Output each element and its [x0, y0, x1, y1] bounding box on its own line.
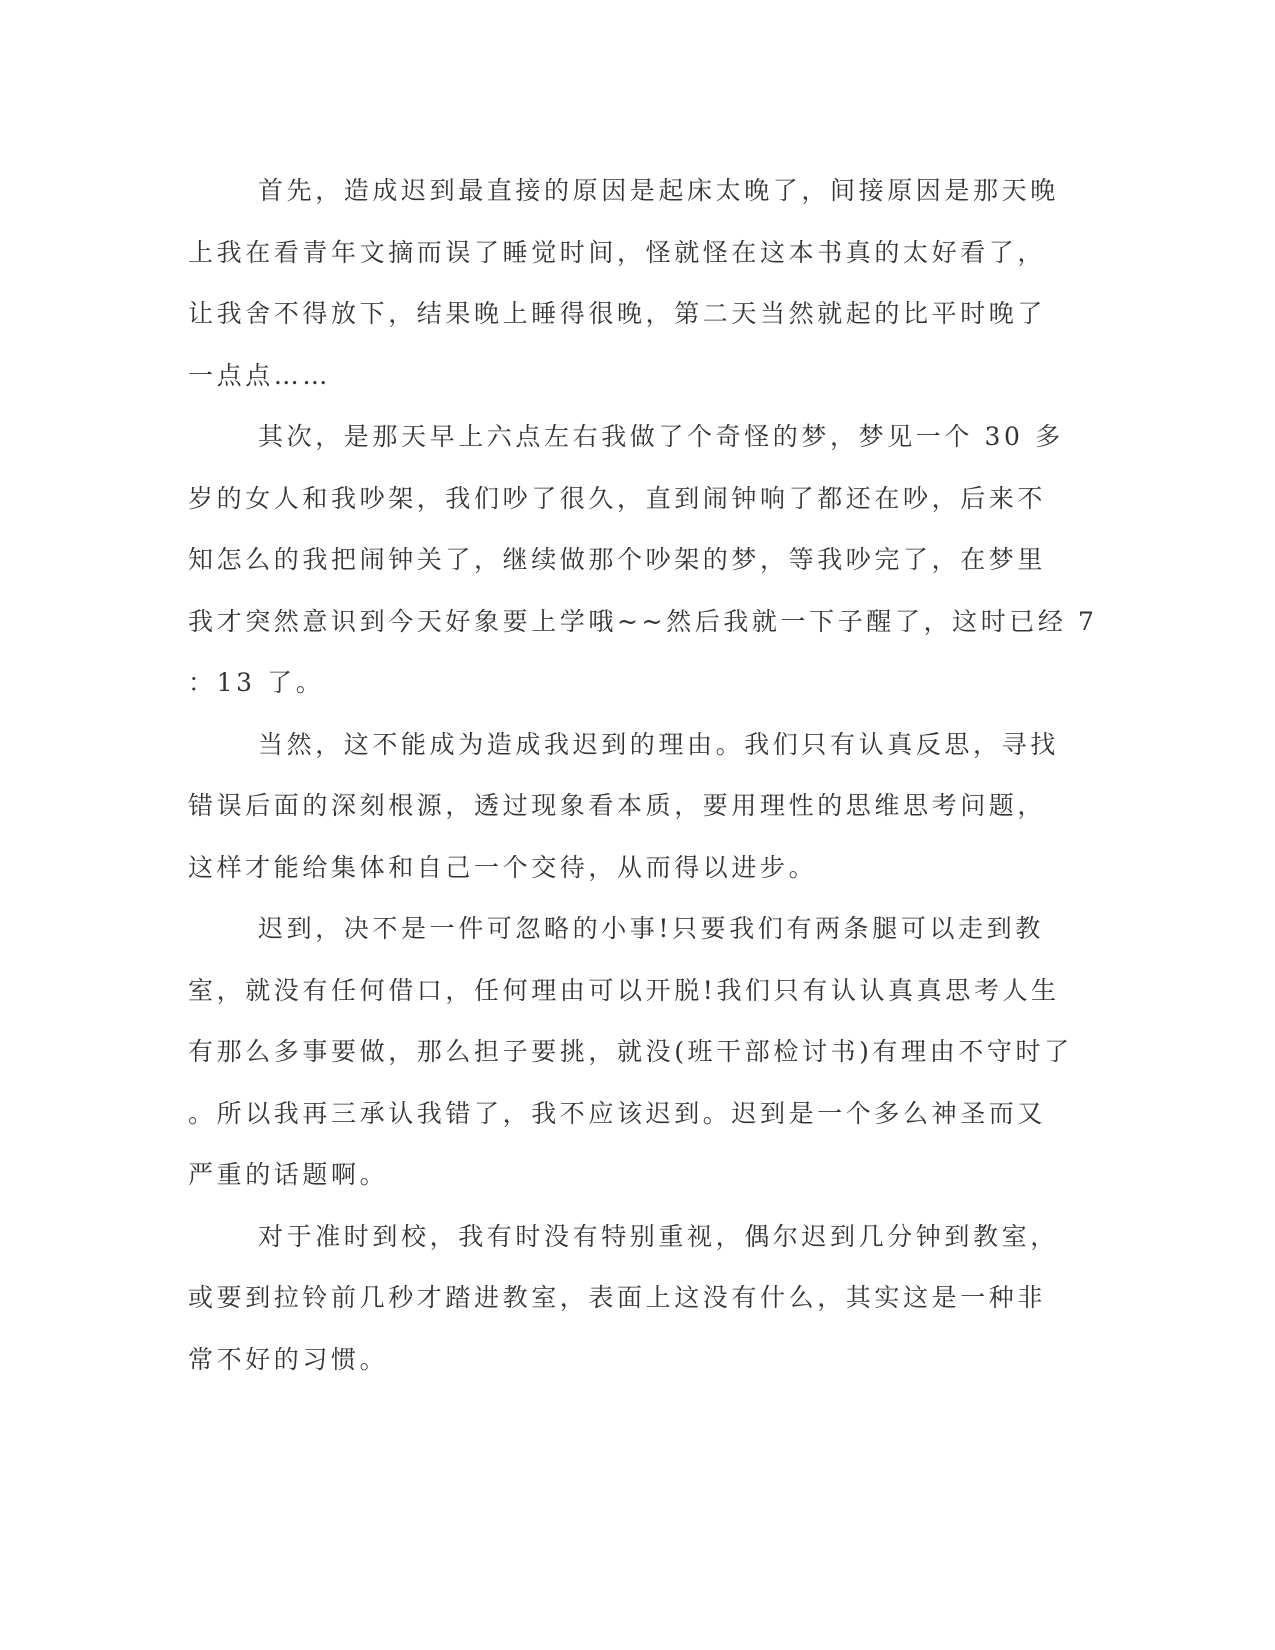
text-line: 让我舍不得放下，结果晚上睡得很晚，第二天当然就起的比平时晚了: [188, 299, 1047, 328]
text-line: ：13 了。: [188, 668, 325, 697]
text-line: 。所以我再三承认我错了，我不应该迟到。迟到是一个多么神圣而又: [188, 1098, 1047, 1128]
text-line: 首先，造成迟到最直接的原因是起床太晚了，间接原因是那天晚: [258, 176, 1059, 205]
text-line: 岁的女人和我吵架，我们吵了很久，直到闹钟响了都还在吵，后来不: [188, 483, 1047, 513]
text-line: 知怎么的我把闹钟关了，继续做那个吵架的梦，等我吵完了，在梦里: [188, 545, 1047, 574]
text-line: 上我在看青年文摘而误了睡觉时间，怪就怪在这本书真的太好看了，: [188, 237, 1047, 267]
text-line: 有那么多事要做，那么担子要挑，就没(班干部检讨书)有理由不守时了: [188, 1037, 1073, 1066]
text-line: 对于准时到校，我有时没有特别重视，偶尔迟到几分钟到教室，: [258, 1221, 1059, 1251]
text-line: 这样才能给集体和自己一个交待，从而得以进步。: [188, 852, 818, 882]
text-line: 常不好的习惯。: [188, 1344, 389, 1374]
text-line: 严重的话题啊。: [188, 1160, 389, 1189]
text-line: 我才突然意识到今天好象要上学哦~~然后我就一下子醒了，这时已经 7: [188, 606, 1098, 636]
text-line: 其次，是那天早上六点左右我做了个奇怪的梦，梦见一个 30 多: [258, 422, 1064, 451]
text-line: 或要到拉铃前几秒才踏进教室，表面上这没有什么，其实这是一种非: [188, 1283, 1047, 1312]
document-body: [188, 160, 1098, 1390]
text-line: 错误后面的深刻根源，透过现象看本质，要用理性的思维思考问题，: [188, 791, 1047, 820]
text-line: 当然，这不能成为造成我迟到的理由。我们只有认真反思，寻找: [258, 729, 1059, 759]
text-line: 迟到，决不是一件可忽略的小事!只要我们有两条腿可以走到教: [258, 914, 1044, 943]
text-line: 一点点……: [188, 360, 332, 390]
text-line: 室，就没有任何借口，任何理由可以开脱!我们只有认认真真思考人生: [188, 975, 1060, 1005]
